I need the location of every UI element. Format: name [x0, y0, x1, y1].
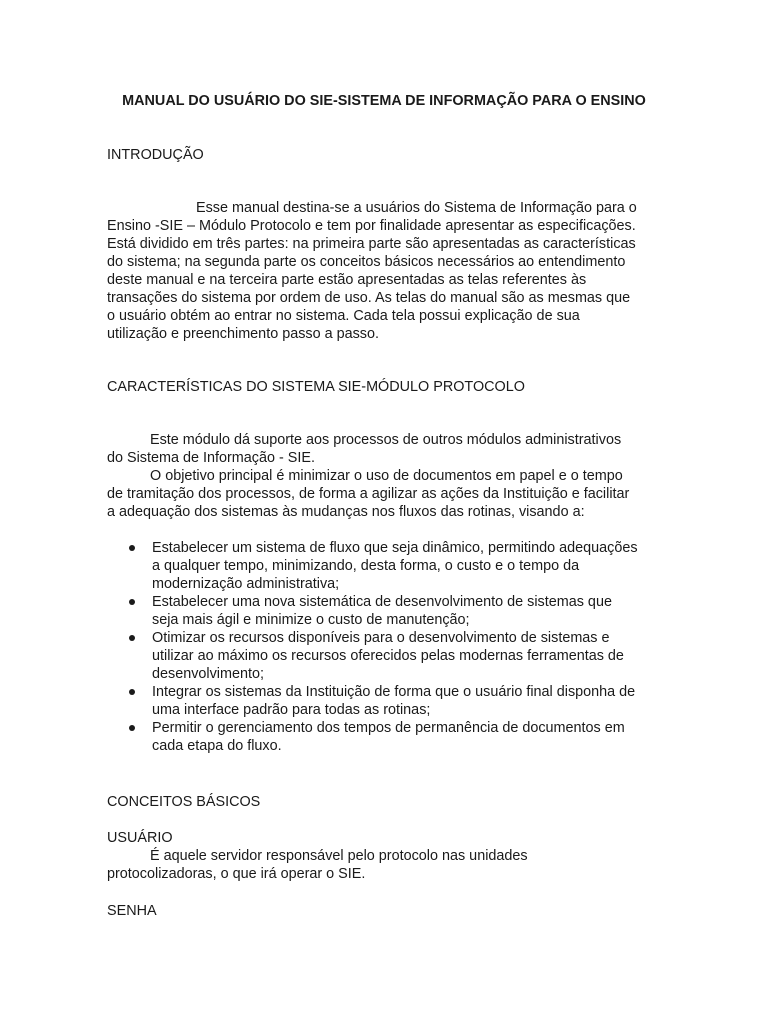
list-item — [107, 719, 667, 755]
intro-line: Está dividido em três partes: na primeira parte são apresentadas as características — [107, 236, 636, 252]
intro-line: deste manual e na terceira parte estão apresentadas as telas referentes às — [107, 272, 587, 288]
features-line: a adequação dos sistemas às mudanças nos fluxos das rotinas, visando a: — [107, 504, 585, 520]
intro-paragraph — [107, 199, 667, 343]
user-line: É aquele servidor responsável pelo protocolo nas unidades — [150, 848, 528, 864]
user-heading: USUÁRIO — [107, 830, 173, 846]
features-line: de tramitação dos processos, de forma a agilizar as ações da Instituição e facilitar — [107, 486, 630, 502]
list-item-line: Permitir o gerenciamento dos tempos de permanência de documentos em — [152, 720, 625, 736]
bullet-icon — [129, 635, 135, 641]
features-line: O objetivo principal é minimizar o uso de documentos em papel e o tempo — [150, 468, 623, 484]
concepts-heading: CONCEITOS BÁSICOS — [107, 794, 261, 810]
intro-line: o usuário obtém ao entrar no sistema. Cada tela possui explicação de sua — [107, 308, 580, 324]
objectives-list — [107, 539, 667, 755]
list-item — [107, 629, 667, 683]
features-line: Este módulo dá suporte aos processos de outros módulos administrativos — [150, 432, 622, 448]
intro-line: do sistema; na segunda parte os conceitos básicos necessários ao entendimento — [107, 254, 626, 270]
list-item-line: a qualquer tempo, minimizando, desta forma, o custo e o tempo da — [152, 558, 580, 574]
list-item-line: seja mais ágil e minimize o custo de manutenção; — [152, 612, 470, 628]
list-item — [107, 683, 667, 719]
list-item — [107, 593, 667, 629]
bullet-icon — [129, 689, 135, 695]
intro-line: Ensino -SIE – Módulo Protocolo e tem por finalidade apresentar as especificações. — [107, 218, 636, 234]
list-item-line: Integrar os sistemas da Instituição de forma que o usuário final disponha de — [152, 684, 636, 700]
list-item-line: uma interface padrão para todas as rotinas; — [152, 702, 431, 718]
list-item-line: Estabelecer um sistema de fluxo que seja dinâmico, permitindo adequações — [152, 540, 638, 556]
intro-line: transações do sistema por ordem de uso. As telas do manual são as mesmas que — [107, 290, 631, 306]
intro-line: Esse manual destina-se a usuários do Sistema de Informação para o — [196, 200, 637, 216]
intro-heading: INTRODUÇÃO — [107, 147, 204, 163]
list-item-line: Otimizar os recursos disponíveis para o desenvolvimento de sistemas e — [152, 630, 610, 646]
features-line: do Sistema de Informação - SIE. — [107, 450, 315, 466]
list-item-line: modernização administrativa; — [152, 576, 340, 592]
list-item-line: Estabelecer uma nova sistemática de desenvolvimento de sistemas que — [152, 594, 612, 610]
bullet-icon — [129, 725, 135, 731]
features-paragraph — [107, 431, 667, 521]
document-title: MANUAL DO USUÁRIO DO SIE-SISTEMA DE INFORMAÇÃO PARA O ENSINO — [122, 93, 646, 109]
bullet-icon — [129, 599, 135, 605]
user-line: protocolizadoras, o que irá operar o SIE. — [107, 866, 366, 882]
list-item-line: utilizar ao máximo os recursos oferecidos pelas modernas ferramentas de — [152, 648, 624, 664]
intro-line: utilização e preenchimento passo a passo. — [107, 326, 379, 342]
bullet-icon — [129, 545, 135, 551]
list-item-line: desenvolvimento; — [152, 666, 264, 682]
list-item — [107, 539, 667, 593]
user-paragraph — [107, 847, 667, 883]
list-item-line: cada etapa do fluxo. — [152, 738, 282, 754]
features-heading: CARACTERÍSTICAS DO SISTEMA SIE-MÓDULO PROTOCOLO — [107, 379, 525, 395]
password-heading: SENHA — [107, 903, 157, 919]
